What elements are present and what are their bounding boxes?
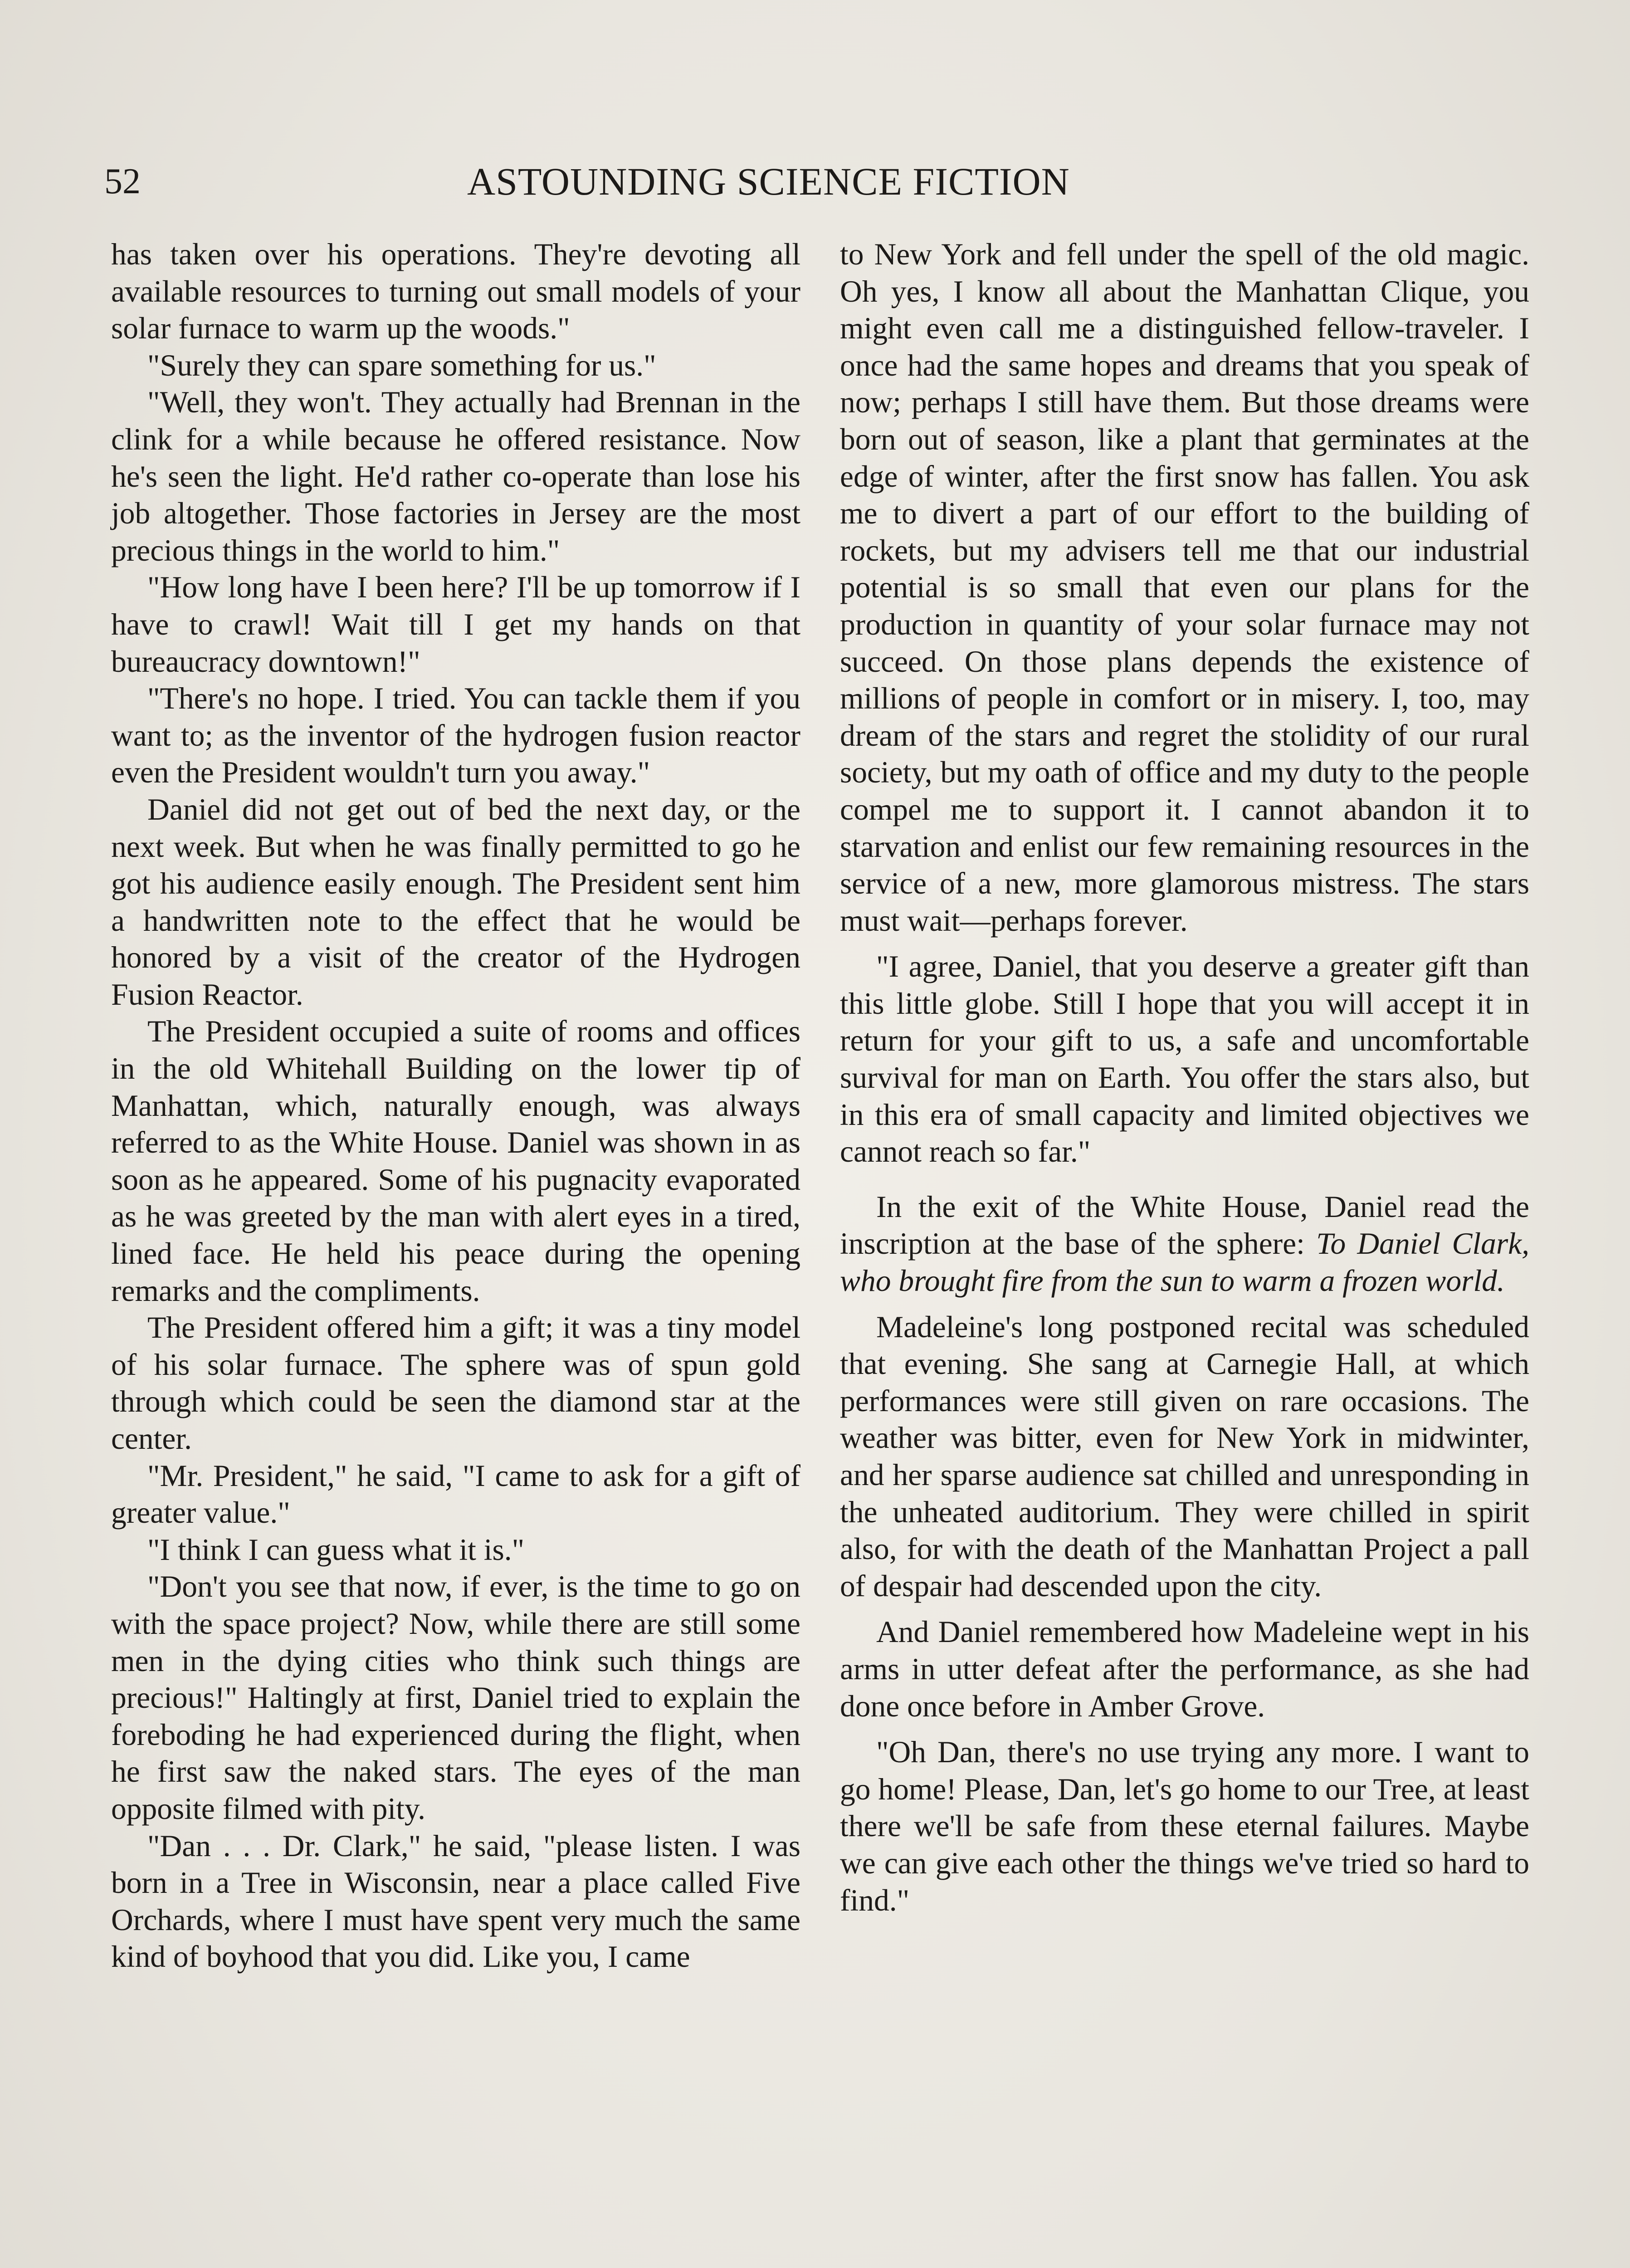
paragraph: Daniel did not get out of bed the next day, or the next week. But when he was finally permitted to go he got his audience easily enough. The President sent him a handwritten note to the effect that he would be honored by a visit of the creator of the Hydrogen Fusion Reactor. <box>111 792 800 1012</box>
paragraph: "How long have I been here? I'll be up tomorrow if I have to crawl! Wait till I get my hands on that bureaucracy downtown!" <box>111 570 800 679</box>
left-column <box>111 236 800 1975</box>
paragraph: "I think I can guess what it is." <box>147 1532 525 1567</box>
paragraph: "Don't you see that now, if ever, is the time to go on with the space project? Now, while there are still some men in the dying cities who think such things are precious!" Haltingly at first, Daniel tried to explain the foreboding he had experienced during the flight, when he first saw the naked stars. The eyes of the man opposite filmed with pity. <box>111 1569 800 1826</box>
paragraph: And Daniel remembered how Madeleine wept in his arms in utter defeat after the performance, as she had done once before in Amber Grove. <box>840 1615 1529 1723</box>
inscription-lead: In the exit of the White House, Daniel read the inscription at the base of the sphere: <box>840 1189 1529 1261</box>
paragraph: to New York and fell under the spell of the old magic. Oh yes, I know all about the Manhattan Clique, you might even call me a distinguished fellow-traveler. I once had the same hopes and dreams that you speak of now; perhaps I still have them. But those dreams were born out of season, like a plant that germinates at the edge of winter, after the first snow has fallen. You ask me to divert a part of our effort to the building of rockets, but my advisers tell me that our industrial potential is so small that even our plans for the production in quantity of your solar furnace may not succeed. On those plans depends the existence of millions of people in comfort or in misery. I, too, may dream of the stars and regret the stolidity of our rural society, but my oath of office and my duty to the people compel me to support it. I cannot abandon it to starvation and enlist our few remaining resources in the service of a new, more glamorous mistress. The stars must wait—perhaps forever. <box>840 237 1529 938</box>
paragraph: "Oh Dan, there's no use trying any more. I want to go home! Please, Dan, let's go home to our Tree, at least there we'll be safe from these eternal failures. Maybe we can give each other the things we've tried so hard to find." <box>840 1735 1529 1917</box>
paragraph: The President offered him a gift; it was a tiny model of his solar furnace. The sphere was of spun gold through which could be seen the diamond star at the center. <box>111 1310 800 1456</box>
paragraph: "There's no hope. I tried. You can tackle them if you want to; as the inventor of the hydrogen fusion reactor even the President wouldn't turn you away." <box>111 681 800 790</box>
paragraph: "Well, they won't. They actually had Brennan in the clink for a while because he offered resistance. Now he's seen the light. He'd rather co-operate than lose his job altogether. Those factories in Jersey are the most precious things in the world to him." <box>111 385 800 567</box>
page-number: 52 <box>104 161 141 201</box>
paragraph: The President occupied a suite of rooms and offices in the old Whitehall Building on the lower tip of Manhattan, which, naturally enough, was always referred to as the White House. Daniel was shown in as soon as he appeared. Some of his pugnacity evaporated as he was greeted by the man with alert eyes in a tired, lined face. He held his peace during the opening remarks and the compliments. <box>111 1014 800 1308</box>
paragraph: "Dan . . . Dr. Clark," he said, "please listen. I was born in a Tree in Wisconsin, near a place called Five Orchards, where I must have spent very much the same kind of boyhood that you did. Like you, I came <box>111 1828 800 1974</box>
paragraph <box>840 1188 1529 1300</box>
paragraph: "Mr. President," he said, "I came to ask for a gift of greater value." <box>111 1458 800 1530</box>
right-column <box>840 236 1529 1919</box>
paragraph: "Surely they can spare something for us." <box>147 348 656 382</box>
running-title: ASTOUNDING SCIENCE FICTION <box>467 160 1070 203</box>
page-header <box>104 156 1329 215</box>
paragraph: "I agree, Daniel, that you deserve a greater gift than this little globe. Still I hope that you will accept it in return for your gift to us, a safe and uncomfortable survival for man on Earth. You offer the stars also, but in this era of small capacity and limited objectives we cannot reach so far." <box>840 949 1529 1169</box>
paragraph: Madeleine's long postponed recital was scheduled that evening. She sang at Carnegie Hall, at which performances were still given on rare occasions. The weather was bitter, even for New York in midwinter, and her sparse audience sat chilled and unresponding in the unheated auditorium. They were chilled in spirit also, for with the death of the Manhattan Project a pall of despair had descended upon the city. <box>840 1310 1529 1603</box>
paragraph: has taken over his operations. They're devoting all available resources to turning out small models of your solar furnace to warm up the woods." <box>111 237 800 346</box>
sphere-inscription: To Daniel Clark, who brought fire from the sun to warm a frozen world. <box>840 1227 1529 1298</box>
